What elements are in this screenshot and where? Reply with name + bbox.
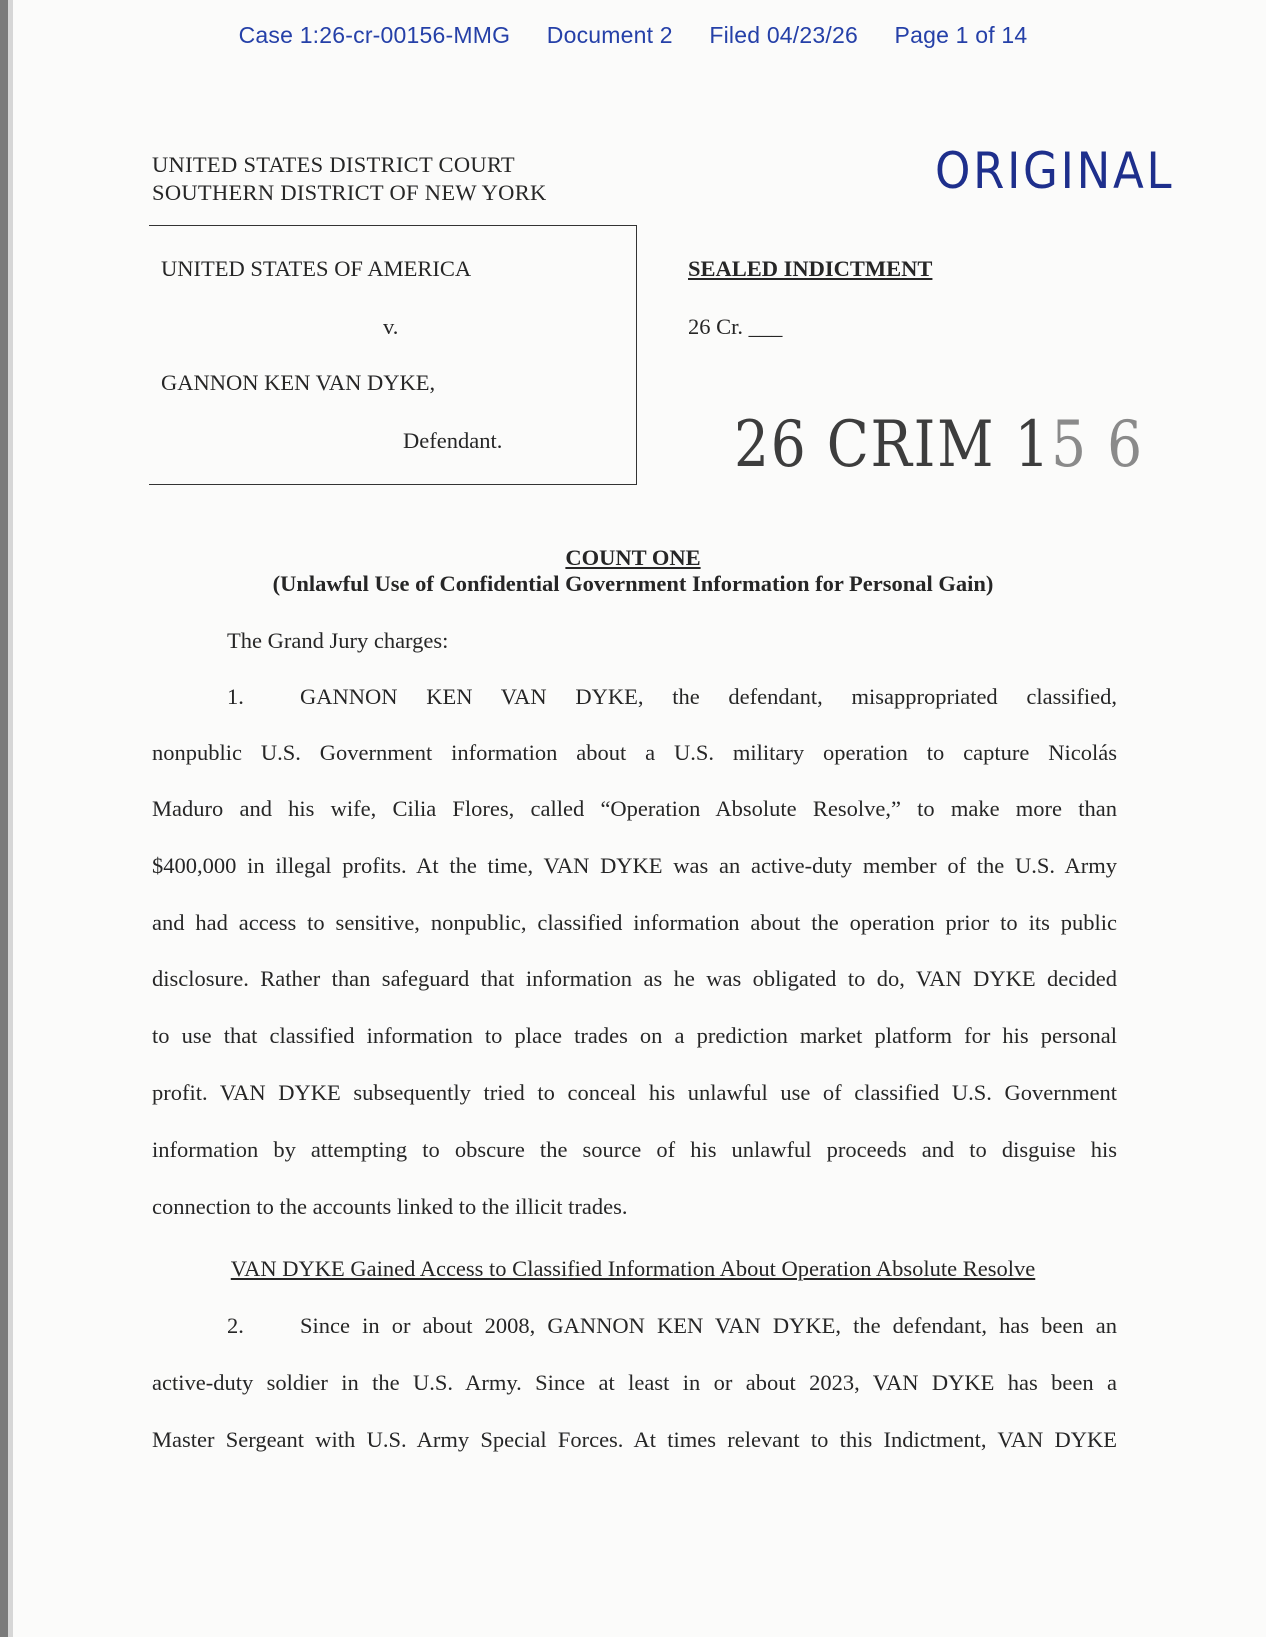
paragraph-1-line: to use that classified information to place trades on a prediction market platform for his personal (152, 1023, 1117, 1048)
count-subtitle: (Unlawful Use of Confidential Government Information for Personal Gain) (272, 571, 994, 596)
document-number: Document 2 (546, 22, 673, 48)
paragraph-1-line: disclosure. Rather than safeguard that information as he was obligated to do, VAN DYKE decided (152, 966, 1117, 991)
paragraph-2-line: Master Sergeant with U.S. Army Special Forces. At times relevant to this Indictment, VAN DYKE (152, 1427, 1117, 1452)
paragraph-1-line: information by attempting to obscure the source of his unlawful proceeds and to disguise his (152, 1137, 1117, 1162)
case-number: Case 1:26-cr-00156-MMG (238, 22, 511, 48)
paragraph-1-line: nonpublic U.S. Government information about a U.S. military operation to capture Nicolás (152, 740, 1117, 765)
court-name-line1: UNITED STATES DISTRICT COURT (152, 152, 515, 177)
paragraph-1-number: 1. (227, 684, 244, 709)
caption-plaintiff: UNITED STATES OF AMERICA (161, 256, 472, 281)
paragraph-1-line: profit. VAN DYKE subsequently tried to conceal his unlawful use of classified U.S. Government (152, 1080, 1117, 1105)
scan-left-shadow (8, 0, 13, 1637)
count-title: COUNT ONE (565, 545, 701, 570)
page-number: Page 1 of 14 (894, 22, 1028, 48)
paragraph-2-number: 2. (227, 1313, 244, 1338)
paragraph-2-line: active-duty soldier in the U.S. Army. Since at least in or about 2023, VAN DYKE has been a (152, 1370, 1117, 1395)
scan-left-edge (0, 0, 8, 1637)
filed-date: Filed 04/23/26 (709, 22, 858, 48)
original-stamp: ORIGINAL (935, 142, 1175, 200)
paragraph-1-line: Maduro and his wife, Cilia Flores, called “Operation Absolute Resolve,” to make more than (152, 796, 1117, 821)
crim-stamp-main: 26 CRIM 1 (734, 408, 1052, 482)
criminal-case-number: 26 Cr. ___ (688, 314, 783, 339)
crim-number-stamp (734, 408, 1144, 482)
caption-versus: v. (383, 314, 399, 339)
crim-stamp-faint: 5 6 (1051, 408, 1144, 482)
paragraph-1-line: connection to the accounts linked to the illicit trades. (152, 1194, 628, 1219)
caption-defendant-label: Defendant. (403, 428, 503, 453)
sealed-indictment-title: SEALED INDICTMENT (688, 256, 933, 281)
court-name-line2: SOUTHERN DISTRICT OF NEW YORK (152, 180, 547, 205)
paragraph-1-line: GANNON KEN VAN DYKE, the defendant, misappropriated classified, (300, 684, 1117, 709)
section-heading: VAN DYKE Gained Access to Classified Information About Operation Absolute Resolve (230, 1256, 1036, 1281)
paragraph-2-line: Since in or about 2008, GANNON KEN VAN DYKE, the defendant, has been an (300, 1313, 1117, 1338)
paragraph-1-line: $400,000 in illegal profits. At the time, VAN DYKE was an active-duty member of the U.S. Army (152, 853, 1117, 878)
paragraph-1-line: and had access to sensitive, nonpublic, classified information about the operation prior to its public (152, 910, 1117, 935)
ecf-header-stamp (0, 22, 1266, 49)
grand-jury-intro: The Grand Jury charges: (227, 628, 449, 653)
caption-defendant-name: GANNON KEN VAN DYKE, (161, 370, 436, 395)
